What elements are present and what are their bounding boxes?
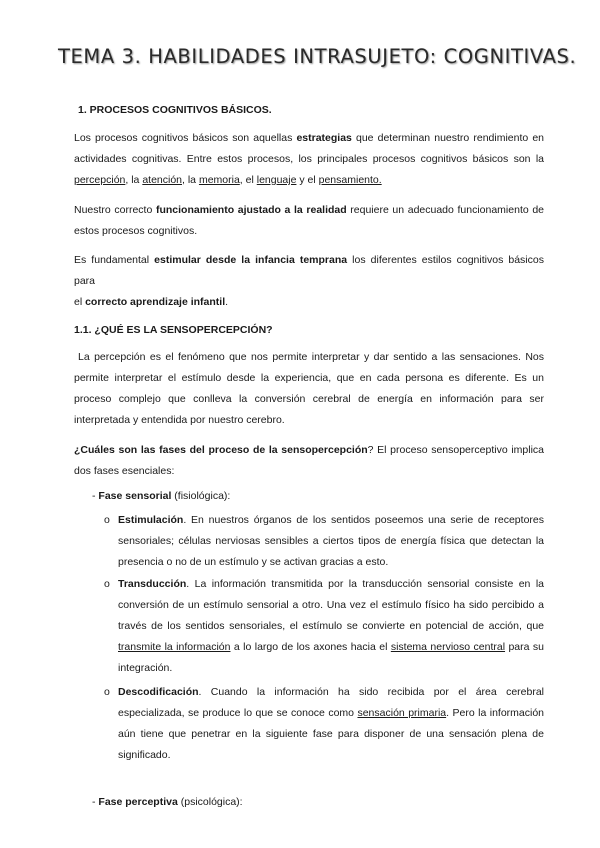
link-atencion[interactable]: atención [142,174,183,186]
section-1-paragraph-2: Nuestro correcto funcionamiento ajustado a la realidad requiere un adecuado funcionamiento de estos procesos cognitivos. [74,204,545,237]
section-1-1-paragraph-1: La percepción es el fenómeno que nos permite interpretar y dar sentido a las sensaciones. Nos permite interpretar el estímulo desde la experiencia, que en cada persona es diferente. Es un proceso complejo que conlleva la conversión cerebral de energía en información para ser interpretada y entendida por nuestro cerebro. [74,351,544,426]
bullet-marker: o [104,686,110,698]
list-item-estimulacion: Estimulación. En nuestros órganos de los sentidos poseemos una serie de receptores sensoriales; células nerviosas sensibles a ciertos tipos de energía física que detectan la presencia o no de un estímulo y se activan gracias a esto. [118,514,544,568]
link-lenguaje[interactable]: lenguaje [256,174,297,186]
section-1-paragraph-1: Los procesos cognitivos básicos son aquellas estrategias que determinan nuestro rendimiento en actividades cognitivas. Entre estos procesos, los principales procesos cognitivos básicos son la percepción, la atención, la memoria, el lenguaje y el pensamiento. [74,132,545,186]
page-title: TEMA 3. HABILIDADES INTRASUJETO: COGNITIVAS. [58,45,577,68]
link-sistema-nervioso-central[interactable]: sistema nervioso central [390,641,506,653]
link-transmite-la-informacion[interactable]: transmite la información [118,641,231,653]
list-item-transduccion: Transducción. La información transmitida por la transducción sensorial consiste en la conversión de un estímulo sensorial a otro. Una vez el estímulo físico ha sido percibido a través de los sentidos sensoriales, el estímulo se convierte en potencial de acción, que transmite la información a lo largo de los axones hacia el sistema nervioso central para su integración. [118,578,544,674]
link-sensacion-primaria[interactable]: sensación primaria [357,707,447,719]
section-1-paragraph-3: Es fundamental estimular desde la infancia temprana los diferentes estilos cognitivos básicos para el correcto aprendizaje infantil. [74,254,544,308]
list-item-descodificacion: Descodificación. Cuando la información ha sido recibida por el área cerebral especializada, se produce lo que se conoce como sensación primaria. Pero la información aún tiene que penetrar en la siguiente fase para disponer de una sensación plena de significado. [118,686,545,761]
bullet-marker: o [104,578,110,590]
phase-perceptiva-label: - Fase perceptiva (psicológica): [92,796,243,808]
section-1-1-paragraph-2: ¿Cuáles son las fases del proceso de la sensopercepción? El proceso sensoperceptivo implica dos fases esenciales: [74,444,544,477]
link-percepcion[interactable]: percepción [74,174,126,186]
bullet-marker: o [104,514,110,526]
section-1-heading: 1. PROCESOS COGNITIVOS BÁSICOS. [78,104,272,116]
link-memoria[interactable]: memoria [198,174,240,186]
link-pensamiento[interactable]: pensamiento. [318,174,382,186]
section-1-1-heading: 1.1. ¿QUÉ ES LA SENSOPERCEPCIÓN? [74,324,273,336]
phase-sensorial-label: - Fase sensorial (fisiológica): [92,490,231,502]
